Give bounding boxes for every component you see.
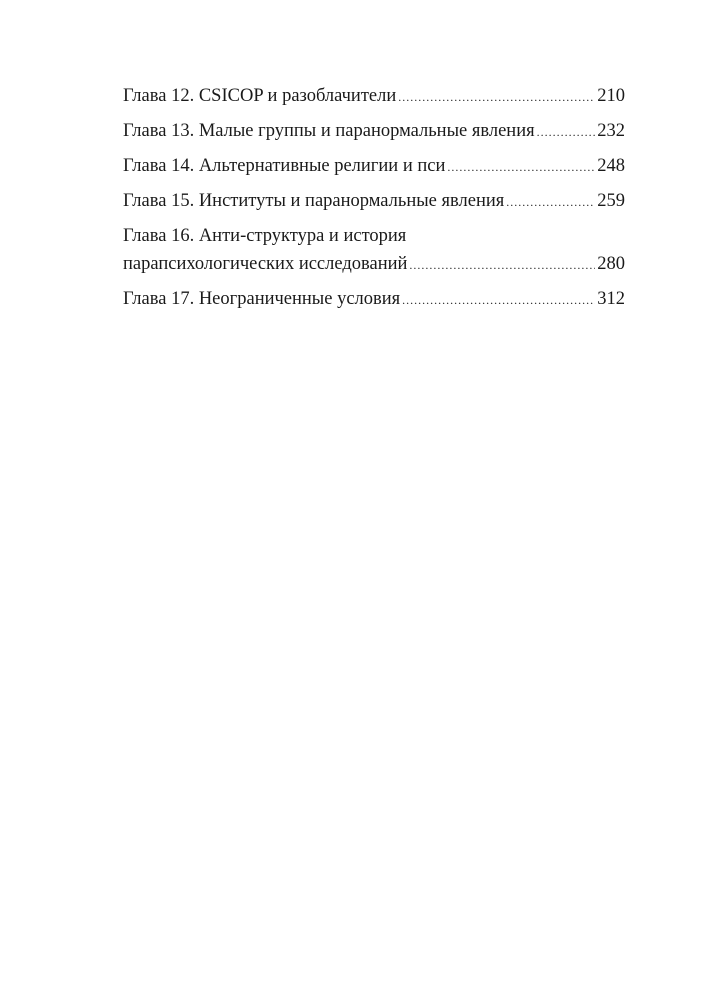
toc-entry-last-line bbox=[123, 250, 625, 278]
toc-entry-chapter-17[interactable] bbox=[123, 285, 625, 313]
dot-leader bbox=[398, 91, 595, 103]
toc-entry-title-line-2: парапсихологических исследований bbox=[123, 254, 408, 274]
toc-entry-title: Глава 15. Институты и паранормальные явления bbox=[123, 191, 505, 211]
toc-entry-title: Глава 17. Неограниченные условия bbox=[123, 289, 401, 309]
toc-entry-page-number: 232 bbox=[597, 121, 625, 141]
toc-entry-chapter-12[interactable] bbox=[123, 82, 625, 110]
toc-entry-title-line-1: Глава 16. Анти-структура и история bbox=[123, 226, 407, 246]
toc-entry-page-number: 280 bbox=[597, 254, 625, 274]
toc-entry-chapter-14[interactable] bbox=[123, 152, 625, 180]
toc-entry-page-number: 210 bbox=[597, 86, 625, 106]
dot-leader bbox=[447, 161, 595, 173]
toc-entry-page-number: 259 bbox=[597, 191, 625, 211]
toc-entry-chapter-13[interactable] bbox=[123, 117, 625, 145]
table-of-contents bbox=[123, 82, 625, 320]
toc-entry-title: Глава 12. CSICOP и разоблачители bbox=[123, 86, 397, 106]
dot-leader bbox=[506, 196, 595, 208]
toc-entry-title: Глава 13. Малые группы и паранормальные явления bbox=[123, 121, 535, 141]
dot-leader bbox=[409, 259, 595, 271]
toc-entry-chapter-15[interactable] bbox=[123, 187, 625, 215]
dot-leader bbox=[537, 126, 596, 138]
toc-entry-page-number: 248 bbox=[597, 156, 625, 176]
toc-entry-title: Глава 14. Альтернативные религии и пси bbox=[123, 156, 446, 176]
toc-entry-page-number: 312 bbox=[597, 289, 625, 309]
dot-leader bbox=[402, 294, 595, 306]
toc-entry-chapter-16[interactable] bbox=[123, 222, 625, 278]
